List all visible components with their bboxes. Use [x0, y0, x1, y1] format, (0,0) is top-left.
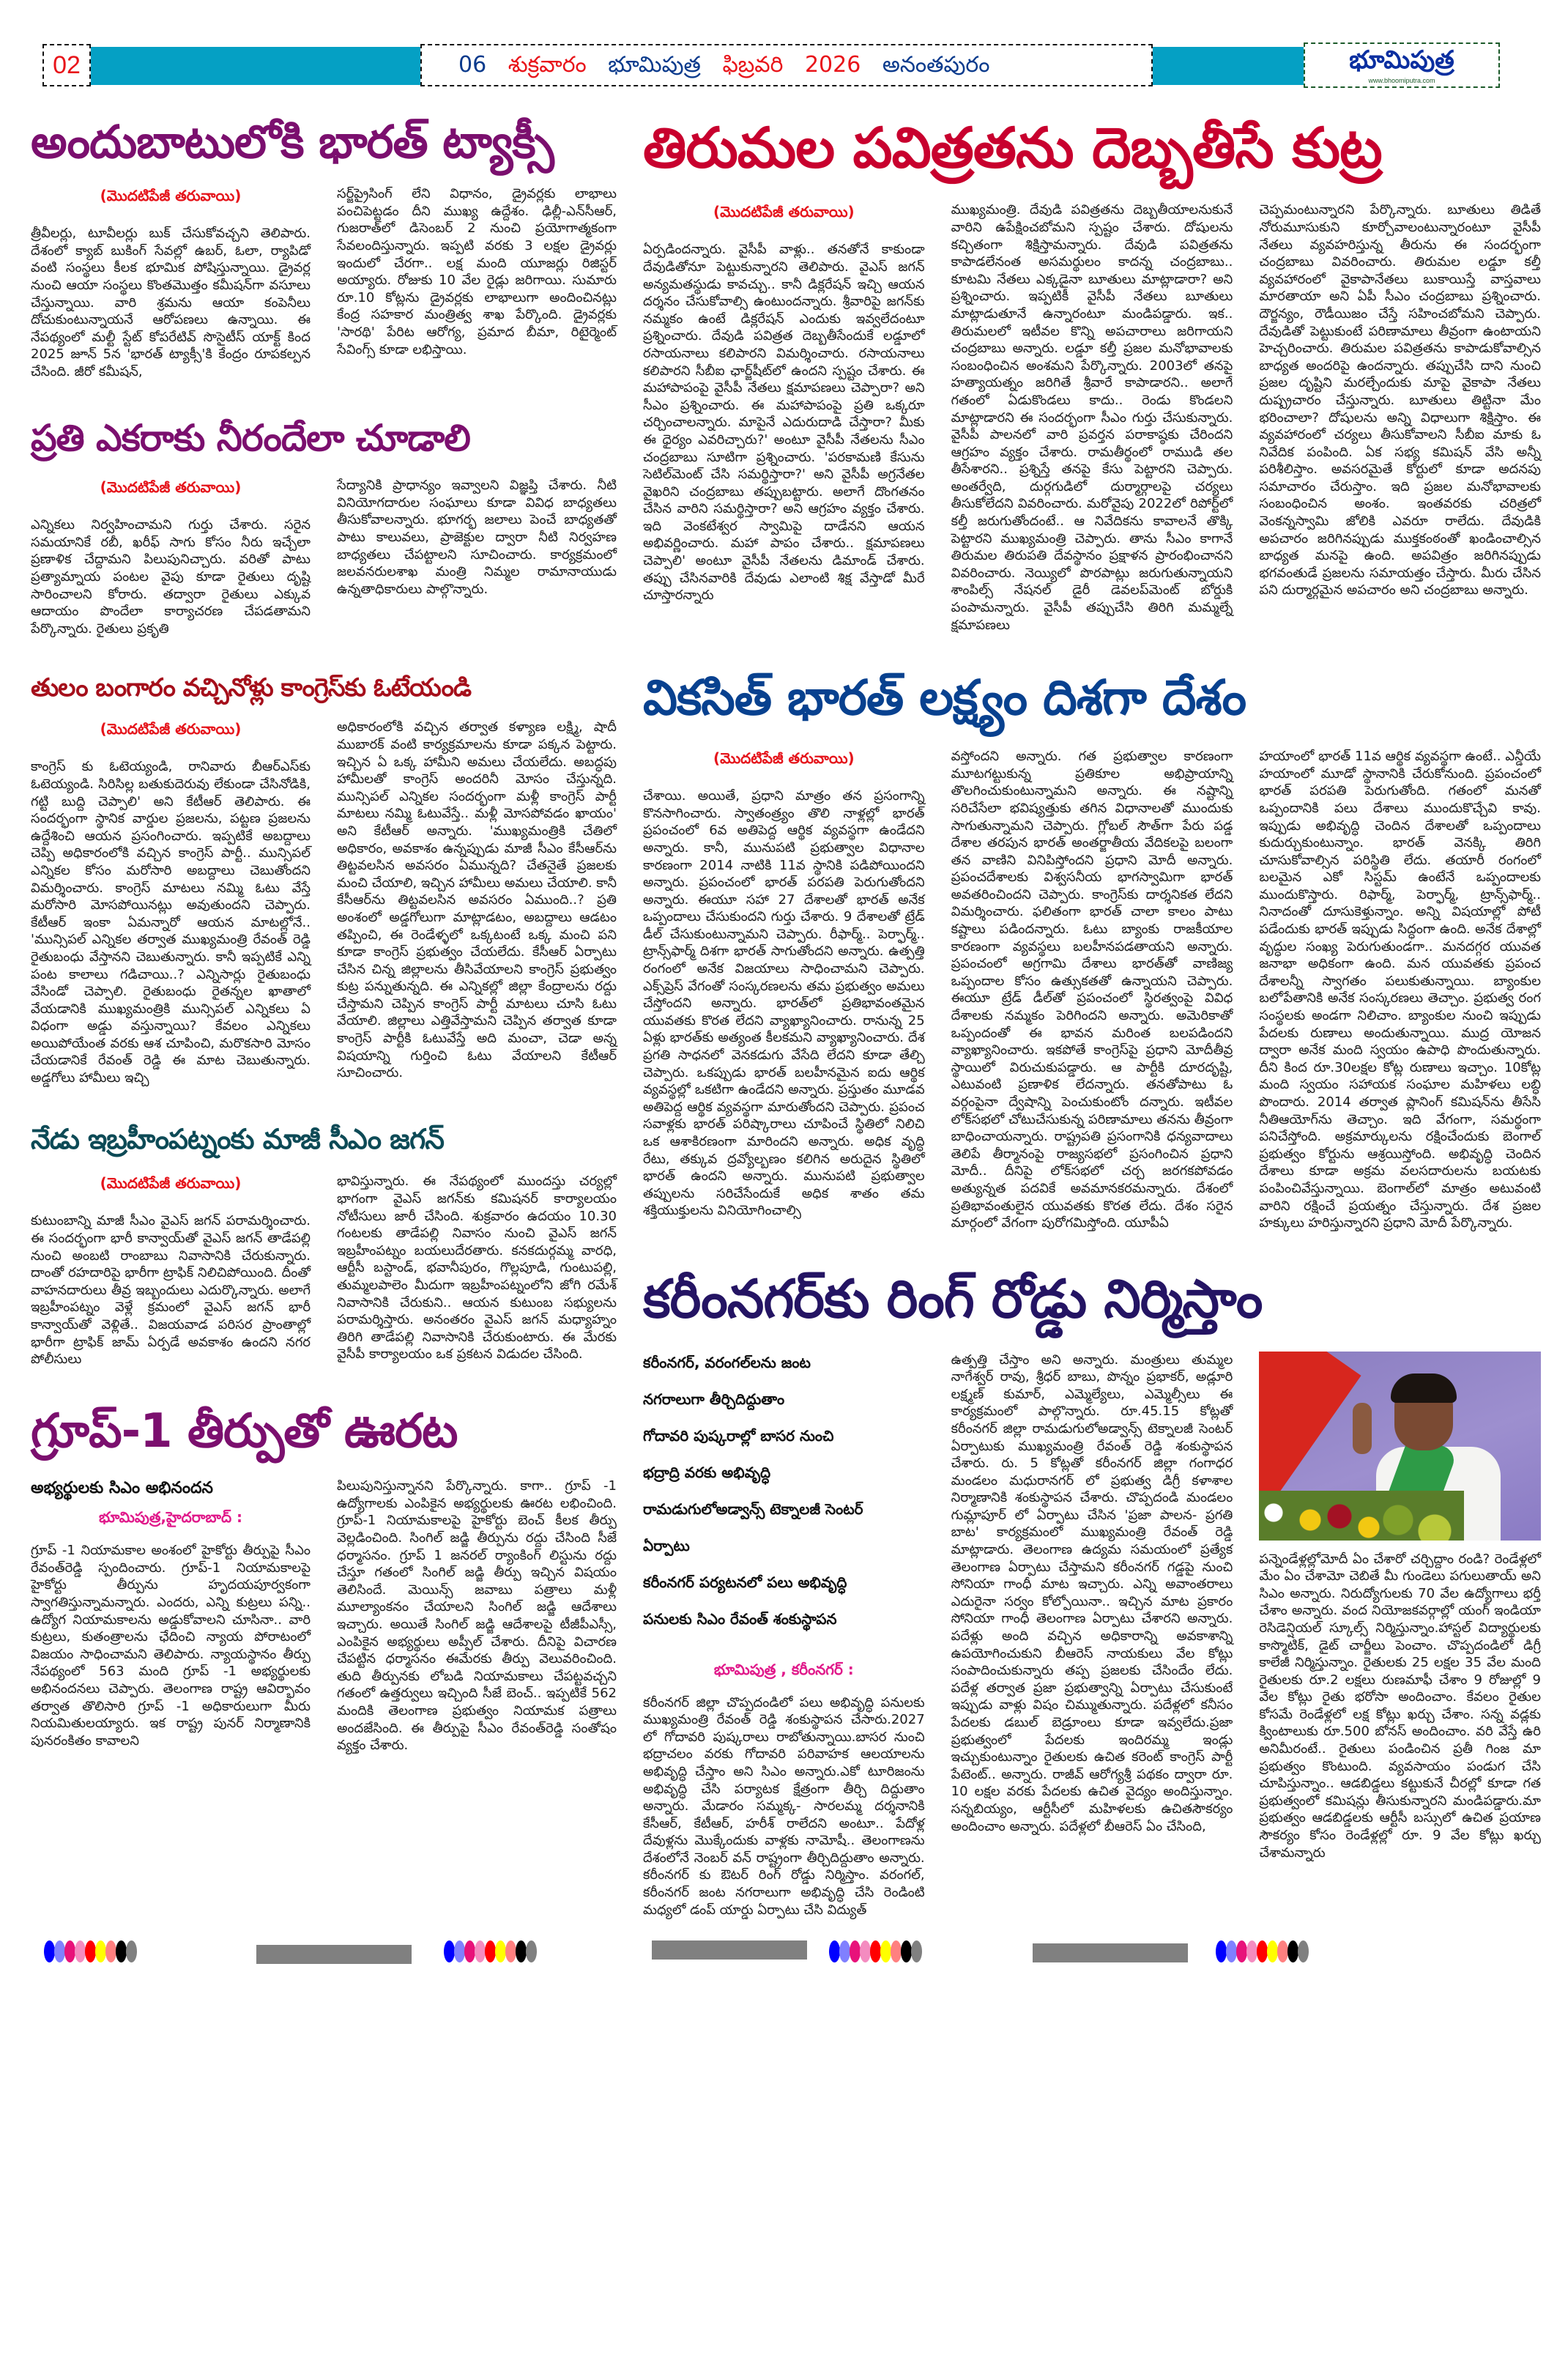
article-column: కరీంనగర్ జిల్లా చొప్పదండిలో పలు అభివృద్ధి పనులకు ముఖ్యమంత్రి రేవంత్ రెడ్డి శంకుస్థాపన చేసారు.2027 లో గోదావరి పుష్కరాలు రాబోతున్నాయి.బాసర నుంచి భద్రాచలం వరకు గోదావరి పరివాహక ఆలయాలను అభివృద్ధి చేస్తాం అని సిఎం అన్నారు.ఎకో టూరిజంను అభివృద్ధి చేసి పర్యాటక క్షేత్రంగా తీర్చి దిద్దుతాం అన్నారు. మేడారం సమ్మక్క- సారలమ్మ దర్శనానికి కేసీఆర్, కేటీఆర్, హరీశ్ రాలేదని అంటూ.. పేదోళ్ల దేవుళ్లను మొక్కేందుకు వాళ్లకు నామోషీ.. తెలంగాణను దేశంలోనే నెంబర్ వన్ రాష్ట్రంగా తీర్చిదిద్దుతాం అన్నారు. కరీంనగర్ కు ఔటర్ రింగ్ రోడ్డు నిర్మిస్తాం. వరంగల్, కరీంనగర్ జంట నగరాలుగా అభివృద్ధి చేసి రెండింటి మధ్యలో డంప్ యార్డు ఏర్పాటు చేసి విద్యుత్	[643, 1694, 925, 1918]
headline: ప్రతి ఎకరాకు నీరందేలా చూడాలి	[31, 416, 470, 459]
right-column-stack	[643, 116, 1541, 1919]
color-swatch-dot	[464, 1940, 475, 1962]
article-column: సేద్యానికి ప్రాధాన్యం ఇవ్వాలని విజ్ఞప్తి చేశారు. నీటి వినియోగదారుల సంఘాలు కూడా వివిధ బాధ్యతలు తీసుకోవాలన్నారు. భూగర్భ జలాలు పెంచే బాధ్యతతో పాటు కాలువలు, ప్రాజెక్టుల ద్వారా నీటి నిర్వహణ బాధ్యతలు చేపట్టాలని సూచించారు. కార్యక్రమంలో జలవనరులశాఖ మంత్రి నిమ్మల రామానాయుడు ఉన్నతాధికారులు పాల్గొన్నారు.	[337, 478, 617, 597]
article-bharat-taxi	[31, 116, 617, 381]
article-column: భావిస్తున్నారు. ఈ నేపథ్యంలో ముందస్తు చర్యల్లో భాగంగా వైఎస్ జగన్‌కు కమిషనర్ కార్యాలయం నోటీసులు జారీ చేసింది. శుక్రవారం ఉదయం 10.30 గంటలకు తాడేపల్లి నివాసం నుంచి వైఎస్ జగన్ ఇబ్రహీంపట్నం బయలుదేరతారు. కనకదుర్గమ్మ వారధి, ఆర్టీసీ బస్టాండ్, భవానీపురం, గొల్లపూడి, గుంటుపల్లి, తుమ్మలపాలెం మీదుగా ఇబ్రహీంపట్నంలోని జోగి రమేశ్ నివాసానికి చేరుకుని.. ఆయన కుటుంబ సభ్యులను పరామర్శిస్తారు. అనంతరం వైఎస్ జగన్ మధ్యాహ్నం తిరిగి తాడేపల్లి నివాసానికి చేరుకుంటారు. ఈ మేరకు వైసీపీ కార్యాలయం ఒక ప్రకటన విడుదల చేసింది.	[337, 1174, 617, 1363]
article-column: ముఖ్యమంత్రి. దేవుడి పవిత్రతను దెబ్బతీయాలనుకునే వారిని ఉపేక్షించబోమని స్పష్టం చేశారు. దోషులను కచ్చితంగా శిక్షిస్తామన్నారు. దేవుడి పవిత్రతను కాపాడలేనంత అసమర్థులం కాదన్న చంద్రబాబు.. కూటమి నేతలు ఎక్కడైనా బూతులు మాట్లాడారా? అని ప్రశ్నించారు. ఇప్పటికీ వైసీపీ నేతలు బూతులు మాట్లాడుతూనే ఉన్నారంటూ మండిపడ్డారు. ఇక.. తిరుమలలో ఇటీవల కొన్ని అపచారాలు జరిగాయని చంద్రబాబు అన్నారు. లడ్డూ కల్తీ ప్రజల మనోభావాలకు సంబంధించిన అంశమని పేర్కొన్నారు. 2003లో తనపై హత్యాయత్నం జరిగితే శ్రీవారే కాపాడారని.. అలాగే గతంలో ఏడుకొండలు కాదు.. రెండు కొండలని మాట్లాడారని ఈ సందర్భంగా సీఎం గుర్తు చేసుకున్నారు. వైసీపీ పాలనలో వారి ప్రవర్తన పరాకాష్ఠకు చేరిందని ఆగ్రహం వ్యక్తం చేశారు. రామతీర్థంలో రాముడి తల తీసేశారని.. ప్రశ్నిస్తే తనపై కేసు పెట్టారని చెప్పారు. అంతర్వేది, దుర్గగుడిలో దుర్మార్గాలపై చర్యలు తీసుకోలేదని వివరించారు. మరోవైపు 2022లో రిపోర్ట్‌లో కల్తీ జరుగుతోందంటే.. ఆ నివేదికను కావాలనే తొక్కి పెట్టారని ముఖ్యమంత్రి చెప్పారు. తాను సీఎం కాగానే తిరుమల తిరుపతి దేవస్థానం ప్రక్షాళన ప్రారంభించానని వివరించారు. నెయ్యిలో పొరపాట్లు జరుగుతున్నాయని శాంపిల్స్ నేషనల్ డైరీ డెవలప్‌మెంట్ బోర్డుకి పంపామన్నారు. వైసీపీ తప్పుచేసి తిరిగి మమ్మల్నే క్షమాపణలు	[951, 202, 1233, 633]
color-swatch-dot	[44, 1940, 55, 1962]
logo-text: భూమిపుత్ర	[1349, 45, 1454, 75]
color-swatch-group	[44, 1940, 136, 1962]
color-swatch-dot	[95, 1940, 106, 1962]
headline: నేడు ఇబ్రహీంపట్నంకు మాజీ సీఎం జగన్	[31, 1122, 444, 1155]
highlights-list	[643, 1352, 925, 1645]
article-column: ఏర్పడిందన్నారు. వైసీపీ వాళ్లు.. తనతోనే కాకుండా దేవుడితోనూ పెట్టుకున్నారని తెలిపారు. వైఎస్ జగన్ అన్యమతస్థుడు కావచ్చు.. కానీ డిక్లరేషన్ ఇచ్చి ఆయన దర్శనం చేసుకోవాల్సి ఉంటుందన్నారు. శ్రీవారిపై జగన్‌కు నమ్మకం ఉంటే డిక్లరేషన్ ఎందుకు ఇవ్వలేదంటూ ప్రశ్నించారు. దేవుడి పవిత్రత దెబ్బతీసేందుకే లడ్డూలో రసాయనాలు కలిపారని విమర్శించారు. రసాయనాలు కలిపారని సీబీఐ ఛార్జ్‌షీట్‌లో ఉందని స్పష్టం చేశారు. ఈ మహాపాపంపై వైసీపీ నేతలు క్షమాపణలు చెప్పారా? అని సీఎం ప్రశ్నించారు. ఈ మహాపాపంపై ప్రతి ఒక్కరూ చర్చించాలన్నారు. మాపైనే ఎదురుదాడి చేస్తారా? మీకు ఈ ధైర్యం ఎవరిచ్చారు?' అంటూ వైసీపీ నేతలను సీఎం చంద్రబాబు సూటిగా ప్రశ్నించారు. 'పరకామణి కేసును సెటిల్‌మెంట్ చేసి సమర్థిస్తారా?' అని వైసీపీ అగ్రనేతల వైఖరిని చంద్రబాబు తప్పుబట్టారు. అలాగే దొంగతనం చేసిన వారిని సమర్థిస్తారా? అని ఆగ్రహం వ్యక్తం చేశారు. ఇది వెంకటేశ్వర స్వామిపై దాడేనని ఆయన అభివర్ణించారు. మహా పాపం చేశారు.. క్షమాపణలు చెప్పాలి' అంటూ వైసీపీ నేతలను డిమాండ్ చేశారు. తప్పు చేసినవారికి దేవుడు ఎలాంటి శిక్ష వేస్తాడో మీరే చూస్తారన్నారు	[643, 242, 925, 604]
color-swatch-dot	[1277, 1940, 1288, 1962]
article-column: ఎన్నికలు నిర్వహించామని గుర్తు చేశారు. సరైన సమయానికే రబీ, ఖరీఫ్ సాగు కోసం నీరు ఇచ్చేలా ప్రణాళిక చేద్దామని పిలుపునిచ్చారు. వరితో పాటు ప్రత్యామ్నాయ పంటల వైపు కూడా రైతులు దృష్టి సారించాలని కోరారు. తద్వారా రైతులు ఎక్కువ ఆదాయం పొందేలా కార్యాచరణ చేపడతామని పేర్కొన్నారు. రైతులు ప్రకృతి	[31, 517, 311, 637]
continued-label: (మొదటిపేజీ తరువాయి)	[713, 749, 855, 768]
subheadline: అభ్యర్థులకు సిఎం అభినందన	[31, 1479, 213, 1498]
highlight-item: కరీంనగర్ పర్యటనలో పలు అభివృద్ధి	[643, 1573, 847, 1591]
grey-bar	[1033, 1943, 1188, 1962]
highlight-item: పనులకు సిఎం రేవంత్ శంకుస్థాపన	[643, 1609, 837, 1628]
continued-label: (మొదటిపేజీ తరువాయి)	[100, 1174, 242, 1193]
masthead	[42, 44, 1463, 86]
article-column: ఉత్పత్తి చేస్తాం అని అన్నారు. మంత్రులు తుమ్మల నాగేశ్వర్ రావు, శ్రీధర్ బాబు, పొన్నం ప్రభాకర్, అడ్లూరి లక్ష్మణ్ కుమార్, ఎమ్మెల్యేలు, ఎమ్మెల్సీలు ఈ కార్యక్రమంలో పాల్గొన్నారు. రూ.45.15 కోట్లతో కరీంనగర్ జిల్లా రామడుగులోఅడ్వాన్స్ టెక్నాలజీ సెంటర్ ఏర్పాటుకు ముఖ్యమంత్రి రేవంత్ రెడ్డి శంకుస్థాపన చేశారు. రు. 5 కోట్లతో కరీంనగర్ జిల్లా గంగాధర మండలం మధురానగర్ లో ప్రభుత్వ డిగ్రీ కళాశాల నిర్మాణానికి శంకుస్థాపన చేశారు. చొప్పదండి మండలం గుమ్లాపూర్ లో ఏర్పాటు చేసిన 'ప్రజా పాలన- ప్రగతి బాట' కార్యక్రమంలో ముఖ్యమంత్రి రేవంత్ రెడ్డి మాట్లాడారు. తెలంగాణ ఉద్యమ సమయంలో ప్రత్యేక తెలంగాణ ఏర్పాటు చేస్తామని కరీంనగర్ గడ్డపై నుంచి సోనియా గాంధీ మాట ఇచ్చారు. ఎన్ని అవాంతరాలు ఎదురైనా సర్వం కోల్పోయినా.. ఇచ్చిన మాట ప్రకారం సోనియా గాంధీ తెలంగాణ ఏర్పాటు చేశారని అన్నారు. పదేళ్లు అంది వచ్చిన అధికారాన్ని అవకాశాన్ని ఉపయోగించుకుని బీఆరెస్ నాయకులు వేల కోట్లు సంపాదించుకున్నారు తప్ప ప్రజలకు చేసిందేం లేదు. పదేళ్ల తర్వాత ప్రజా ప్రభుత్వాన్ని ఏర్పాటు చేసుకుంటే ఇప్పుడు వాళ్లు విషం చిమ్ముతున్నారు. పదేళ్లలో కనీసం పేదలకు డబుల్ బెడ్రూంలు కూడా ఇవ్వలేదు.ప్రజా ప్రభుత్వంలో పేదలకు ఇందిరమ్మ ఇండ్లు ఇచ్చుకుంటున్నాం రైతులకు ఉచిత కరెంట్ కాంగ్రెస్ పార్టీ పేటెంట్.. అన్నారు. రాజీవ్ ఆరోగ్యశ్రీ పథకం ద్వారా రూ. 10 లక్షల వరకు పేదలకు ఉచిత వైద్యం అందిస్తున్నాం. సన్నబియ్యం, ఆర్టీసీలో మహిళలకు ఉచితసౌకర్యం అందించాం అన్నారు. పదేళ్లలో బీఆరెస్ ఏం చేసింది,	[951, 1352, 1233, 1834]
highlight-item: కరీంనగర్, వరంగల్‌లను జంట	[643, 1353, 811, 1371]
color-swatch-dot	[485, 1940, 496, 1962]
headline: కరీంనగర్‌కు రింగ్ రోడ్డు నిర్మిస్తాం	[643, 1267, 1263, 1330]
color-swatch-dot	[839, 1940, 850, 1962]
registration-marks	[44, 1940, 1435, 1984]
grey-bar	[256, 1945, 412, 1964]
color-swatch-dot	[860, 1940, 871, 1962]
color-swatch-dot	[126, 1940, 137, 1962]
color-swatch-dot	[880, 1940, 891, 1962]
highlight-item: రామడుగులోఅడ్వాన్స్ టెక్నాలజీ సెంటర్	[643, 1499, 863, 1518]
color-swatch-dot	[116, 1940, 127, 1962]
color-swatch-dot	[850, 1940, 861, 1962]
article-tirumala	[643, 116, 1541, 634]
article-viksit-bharat	[643, 670, 1541, 1232]
byline: భూమిపుత్ర,హైదరాబాద్ :	[98, 1508, 243, 1527]
color-swatch-dot	[1298, 1940, 1309, 1962]
continued-label: (మొదటిపేజీ తరువాయి)	[100, 478, 242, 497]
color-swatch-dot	[891, 1940, 902, 1962]
article-column: గ్రూప్ -1 నియామకాల అంశంలో హైకోర్టు తీర్పుపై సీఎం రేవంత్‌రెడ్డి స్పందించారు. గ్రూప్-1 నియామకాలపై హైకోర్టు తీర్పును హృదయపూర్వకంగా స్వాగతిస్తున్నామన్నారు. ఎందరు, ఎన్ని కుట్రలు పన్ని.. ఉద్యోగ నియామకాలను అడ్డుకోవాలని చూసినా.. వారి కుట్రలు, కుతంత్రాలను ఛేదించి న్యాయ పోరాటంలో విజయం సాధించామని తెలిపారు. న్యాయస్థానం తీర్పు నేపథ్యంలో 563 మంది గ్రూప్ -1 అభ్యర్థులకు అభినందనలు చెప్పారు. తెలంగాణ రాష్ట్ర ఆవిర్భావం తర్వాత తొలిసారి గ్రూప్ -1 అధికారులుగా మీరు నియమితులయ్యారు. ఇక రాష్ట్ర పునర్ నిర్మాణానికి పునరంకితం కావాలని	[31, 1543, 311, 1749]
article-column: కాంగ్రెస్ కు ఓటెయ్యండి, రానివారు బీఆర్ఎస్‌కు ఓటెయ్యండి. సిరిసిల్ల బతుకుదెరువు లేకుండా చేసినోడికి, గట్టి బుద్ది చెప్పాలి' అని కేటీఆర్ తెలిపారు. ఈ సందర్భంగా స్థానిక వార్డుల ప్రజలను, పట్టణ ప్రజలను ఉద్దేశించి ఆయన ప్రసంగించారు. ఇప్పటికే అబద్దాలు చెప్పి అధికారంలోకి వచ్చిన కాంగ్రెస్ పార్టీ.. మున్సిపల్ ఎన్నికల కోసం మరోసారి అబద్దాలు చెబుతోందని విమర్శించారు. కాంగ్రెస్ మాటలు నమ్మి ఓటు వేస్తే మరోసారి మోసపోయినట్లు అవుతుందని చెప్పారు. కేటీఆర్ ఇంకా ఏమన్నారో ఆయన మాటల్లోనే.. 'మున్సిపల్ ఎన్నికల తర్వాత ముఖ్యమంత్రి రేవంత్ రెడ్డి రైతుబంధు వేస్తానని చెబుతున్నారు. కానీ ఇప్పటికే ఎన్ని పంట కాలాలు గడిచాయి..? ఎన్నిసార్లు రైతుబంధు వేసిండో చెప్పాలి. రైతుబంధు రైతన్నల ఖాతాలో వేయడానికి ముఖ్యమంత్రికి మున్సిపల్ ఎన్నికలు ఏ విధంగా అడ్డు వస్తున్నాయి? కేవలం ఎన్నికలు అయిపోయేంత వరకు ఆశ చూపించి, మరొకసారి మోసం చేయడానికే రేవంత్ రెడ్డి ఈ మాట చెబుతున్నారు. అడ్డగోలు హామీలు ఇచ్చి	[31, 759, 311, 1086]
cm-photo[interactable]	[1259, 1352, 1541, 1541]
highlight-item: గోదావరి పుష్కరాల్లో బాసర నుంచి	[643, 1426, 834, 1445]
color-swatch-dot	[1267, 1940, 1278, 1962]
article-column: త్రీవీలర్లు, టూవీలర్లు బుక్ చేసుకోవచ్చని తెలిపారు. దేశంలో క్యాబ్ బుకింగ్ సేవల్లో ఉబర్, ఓలా, ర్యాపిడో వంటి సంస్థలు కీలక భూమిక పోషిస్తున్నాయి. డ్రైవర్ల నుంచి ఆయా సంస్థలు కొంతమొత్తం కమీషన్‌గా వసూలు చేస్తున్నాయి. వారి శ్రమను ఆయా కంపెనీలు దోచుకుంటున్నాయనే ఆరోపణలు ఉన్నాయి. ఈ నేపథ్యంలో మల్టీ స్టేట్ కోపరేటివ్ సొసైటీస్ యాక్ట్ కింద 2025 జూన్ 5న 'భారత్ ట్యాక్సీ'కి కేంద్రం రూపకల్పన చేసింది. జీరో కమీషన్,	[31, 226, 311, 380]
article-irrigation	[31, 418, 617, 638]
color-swatch-dot	[1287, 1940, 1298, 1962]
page-body	[0, 116, 1557, 1919]
color-swatch-dot	[1226, 1940, 1237, 1962]
month: ఫిబ్రవరి	[722, 52, 784, 78]
color-swatch-dot	[901, 1940, 912, 1962]
color-swatch-dot	[1257, 1940, 1268, 1962]
continued-label: (మొదటిపేజీ తరువాయి)	[100, 720, 242, 738]
color-swatch-dot	[1246, 1940, 1257, 1962]
paper-name: భూమిపుత్ర	[608, 52, 701, 78]
article-column: పన్నెండేళ్లల్లోమోదీ ఏం చేశారో చర్చిద్దాం రండి? రెండేళ్లలో మేం ఏం చేశామో చెబితే మీ గుండెలు పగులుతాయ్ అని సిఎం అన్నారు. నిరుద్యోగులకు 70 వేల ఉద్యోగాలు భర్తీ చేశాం అన్నారు. వంద నియోజకవర్గాల్లో యంగ్ ఇండియా రెసిడెన్షియల్ స్కూల్స్ నిర్మిస్తున్నాం.హాస్టల్ విద్యార్థులకు కాస్మొటిక్, డైట్ చార్జీలు పెంచాం. చొప్పదండిలో డిగ్రీ కాలేజీ నిర్మిస్తున్నాం. రైతులకు 25 లక్షల 35 వేల మంది రైతులకు రూ.2 లక్షలు రుణమాఫీ చేశాం 9 రోజుల్లో 9 వేల కోట్లు రైతు భరోసా అందించాం. కేవలం రైతుల కోసమే రెండేళ్లలో లక్ష కోట్లు ఖర్చు చేశాం. సన్న వడ్లకు క్వింటాలుకు రూ.500 బోనస్ అందించాం. వరి వేస్తే ఉరి అనిమీరంటే.. రైతులు పండించిన ప్రతీ గింజ మా ప్రభుత్వం కొంటుంది. వ్యవసాయం పండుగ చేసి చూపిస్తున్నాం.. ఆడబిడ్డలు కట్టుకునే చీరల్లో కూడా గత ప్రభుత్వంలో కమిషన్లు తీసుకున్నారని మండిపడ్డారు.మా ప్రభుత్వం ఆడబిడ్డలకు ఆర్టీసీ బస్సులో ఉచిత ప్రయాణ సౌకర్యం కోసం రెండేళ్లల్లో రూ. 9 వేల కోట్లు ఖర్చు చేశామన్నారు	[1259, 1551, 1541, 1861]
color-swatch-dot	[54, 1940, 65, 1962]
article-column: అధికారంలోకి వచ్చిన తర్వాత కళ్యాణ లక్ష్మి, షాదీ ముబారక్ వంటి కార్యక్రమాలను కూడా పక్కన పెట్టారు. ఇచ్చిన ఏ ఒక్క హామీని అమలు చేయలేదు. అబద్ధపు హామీలతో కాంగ్రెస్ అందరినీ మోసం చేస్తున్నది. మున్సిపల్ ఎన్నికల సందర్భంగా మళ్లీ కాంగ్రెస్ పార్టీ మాటలు నమ్మి ఓటువేస్తే.. మళ్లీ మోసపోవడం ఖాయం' అని కేటీఆర్ అన్నారు. 'ముఖ్యమంత్రికి చేతిలో అధికారం, అవకాశం ఉన్నప్పుడు మాజీ సీఎం కేసీఆర్‌ను తిట్టవలసిన అవసరం ఏమున్నది? చేతనైతే ప్రజలకు మంచి చేయాలి, ఇచ్చిన హామీలు అమలు చేయాలి. కానీ కేసీఆర్‌ను తిట్టవలసిన అవసరం ఏముంది..? ప్రతి అంశంలో అడ్డగోలుగా మాట్లాడటం, అబద్దాలు ఆడటం తప్పించి, ఈ రెండేళ్ళలో ఒక్కటంటే ఒక్క మంచి పని కూడా కాంగ్రెస్ ప్రభుత్వం చేయలేదు. కేసీఆర్ ఏర్పాటు చేసిన చిన్న జిల్లాలను తీసివేయాలని కాంగ్రెస్ ప్రభుత్వం కుట్ర పన్నుతున్నది. ఈ ఎన్నికల్లో జిల్లా కేంద్రాలను రద్దు చేస్తామని చెప్పిన కాంగ్రెస్ పార్టీ మాటలు చూసి ఓటు వేయాలి. జిల్లాలు ఎత్తివేస్తామని చెప్పిన తర్వాత కూడా కాంగ్రెస్ పార్టీకి ఓటువేస్తే అది మంచా, చెడా అన్న విషయాన్ని గుర్తించి ఓటు వేయాలని కేటీఆర్ సూచించారు.	[337, 719, 617, 1081]
color-swatch-dot	[475, 1940, 486, 1962]
logo-tagline: www.bhoomiputra.com	[1368, 77, 1435, 84]
color-swatch-dot	[64, 1940, 75, 1962]
article-column: హయాంలో భారత్ 11వ ఆర్థిక వ్యవస్థగా ఉంటే.. ఎన్డీయే హయాంలో మూడో స్థానానికి చేరుకోనుంది. ప్రపంచంలో భారత్ పరపతి పెరుగుతోంది. గతంలో మనతో ఒప్పందానికి పలు దేశాలు ముందుకొచ్చేవి కావు. ఇప్పుడు అభివృద్ధి చెందిన దేశాలతో ఒప్పందాలు కుదుర్చుకుంటున్నాం. భారత్ వెనక్కి తిరిగి చూసుకోవాల్సిన పరిస్థితి లేదు. తయారీ రంగంలో బలమైన ఎకో సిస్టమ్ ఉంటేనే ఒప్పందాలకు ముందుకొస్తారు. రిఫార్మ్, పెర్ఫార్మ్, ట్రాన్స్‌ఫార్మ్.. నినాదంతో దూసుకెళ్తున్నాం. అన్ని విషయాల్లో పోటీ పడేందుకు భారత్ ఇప్పుడు సిద్ధంగా ఉంది. అనేక దేశాల్లో వృద్ధుల సంఖ్య పెరుగుతుండగా.. మనదగ్గర యువత జనాభా అధికంగా ఉంది. మన యువతకు ప్రపంచ దేశాలన్నీ స్వాగతం పలుకుతున్నాయి. బ్యాంకుల బలోపేతానికి అనేక సంస్కరణలు తెచ్చాం. ప్రభుత్వ రంగ సంస్థలకు అండగా నిలిచాం. బ్యాంకుల నుంచి ఇప్పుడు పేదలకు రుణాలు అందుతున్నాయి. ముద్ర యోజన ద్వారా అనేక మంది స్వయం ఉపాధి పొందుతున్నారు. దీని కింద రూ.30లక్షల కోట్ల రుణాలు ఇచ్చాం. 10కోట్ల మంది స్వయం సహాయక సంఘాల మహిళలు లబ్ధి పొందారు. 2014 తర్వాత ప్లానింగ్ కమిషన్‌ను తీసేసి నీతిఆయోగ్‌ను తెచ్చాం. ఇది వేగంగా, సమర్థంగా పనిచేస్తోంది. అక్రమార్కులను రక్షించేందుకు బెంగాల్ ప్రభుత్వం కోర్టును ఆశ్రయిస్తోంది. అభివృద్ధి చెందిన దేశాలు కూడా అక్రమ వలసదారులను బయటకు పంపించివేస్తున్నాయి. బెంగాల్‌లో మాత్రం అటువంటి వారిని రక్షించే ప్రయత్నం చేస్తున్నారు. దేశ ప్రజల హక్కులు హరిస్తున్నారని ప్రధాని మోదీ పేర్కొన్నారు.	[1259, 749, 1541, 1231]
color-swatch-dot	[444, 1940, 455, 1962]
article-column: వస్తోందని అన్నారు. గత ప్రభుత్వాల కారణంగా మూటగట్టుకున్న ప్రతికూల అభిప్రాయాన్ని తొలగించుకుంటున్నామని అన్నారు. ఈ నష్టాన్ని సరిచేసేలా భవిష్యత్తుకు తగిన విధానాలతో ముందుకు సాగుతున్నామని చెప్పారు. గ్లోబల్ సౌత్‌గా పేరు పడ్డ దేశాల తరపున భారత్ అంతర్జాతీయ వేదికలపై బలంగా తన వాణిని వినిపిస్తోందని ప్రధాని మోదీ అన్నారు. ప్రపంచదేశాలకు విశ్వసనీయ భాగస్వామిగా భారత్ అవతరించిందని చెప్పారు. కాంగ్రెస్‌కు దార్శనికత లేదని విమర్శించారు. ఫలితంగా భారత్ చాలా కాలం పాటు కష్టాలు పడిందన్నారు. ఓటు బ్యాంకు రాజకీయాల కారణంగా వ్యవస్థలు బలహీనపడతాయని అన్నారు. ప్రపంచంలో అగ్రగామి దేశాలు భారత్‌తో వాణిజ్య ఒప్పందాల కోసం ఉత్సుకతతో ఉన్నాయని చెప్పారు. ఈయూ ట్రేడ్ డీల్‌తో ప్రపంచంలో స్థిరత్వంపై వివిధ దేశాలకు నమ్మకం పెరిగిందని అన్నారు. అమెరికాతో ఒప్పందంతో ఈ భావన మరింత బలపడిందని వ్యాఖ్యానించారు. ఇకపోతే కాంగ్రెస్‌పై ప్రధాని మోదీతీవ్ర స్థాయిలో విరుచుకుపడ్డారు. ఆ పార్టీకి దూరదృష్టి, ఎటువంటి ప్రణాళిక లేదన్నారు. తనతోపాటు ఓ వర్గంపైనా ద్వేషాన్ని పెంచుకుంటోం దన్నారు. ఇటీవల లోక్‌సభలో చోటుచేసుకున్న పరిణామాలు తనను తీవ్రంగా బాధించాయన్నారు. రాష్ట్రపతి ప్రసంగానికి ధన్యవాదాలు తెలిపే తీర్మానంపై రాజ్యసభలో ప్రసంగించిన ప్రధాని మోదీ.. దీనిపై లోక్‌సభలో చర్చ జరగకపోవడం అత్యున్నత పదవికే అవమానకరమన్నారు. దేశంలో ప్రతిభావంతులైన యువతకు కొరత లేదు. దేశం సరైన మార్గంలో వేగంగా పురోగమిస్తోంది. యూపీఏ	[951, 749, 1233, 1231]
headline: అందుబాటులోకి భారత్ ట్యాక్సీ	[31, 115, 554, 168]
color-swatch-dot	[911, 1940, 922, 1962]
color-swatch-group	[829, 1940, 921, 1962]
year: 2026	[804, 52, 861, 78]
color-swatch-dot	[870, 1940, 881, 1962]
article-karimnagar	[643, 1269, 1541, 1919]
color-swatch-dot	[516, 1940, 527, 1962]
byline: భూమిపుత్ర , కరీంనగర్ :	[713, 1660, 854, 1678]
highlight-item: భద్రాద్రి వరకు అభివృద్ధి	[643, 1463, 771, 1481]
headline: తిరుమల పవిత్రతను దెబ్బతీసే కుట్ర	[643, 115, 1382, 180]
color-swatch-dot	[105, 1940, 116, 1962]
page-number: 02	[42, 44, 91, 86]
color-swatch-dot	[85, 1940, 96, 1962]
newspaper-logo[interactable]	[1304, 42, 1500, 88]
article-column: సర్జ్‌ప్రైసింగ్ లేని విధానం, డ్రైవర్లకు లాభాలు పంచిపెట్టడం దీని ముఖ్య ఉద్దేశం. ఢిల్లీ-ఎన్‌సీఆర్, గుజరాత్‌లో డిసెంబర్ 2 నుంచి ప్రయోగాత్మకంగా సేవలందిస్తున్నారు. ఇప్పటి వరకు 3 లక్షల డ్రైవర్లు ఇందులో చేరగా.. లక్ష మంది యూజర్లు రిజిస్టర్ అయ్యారు. రోజుకు 10 వేల రైడ్లు జరిగాయి. సుమారు రూ.10 కోట్లను డ్రైవర్లకు లాభాలుగా అందించినట్లు కేంద్ర సహకార మంత్రిత్వ శాఖ పేర్కొంది. డ్రైవర్లకు 'సారథి' పేరిట ఆరోగ్య, ప్రమాద బీమా, రిటైర్మెంట్ సేవింగ్స్ కూడా లభిస్తాయి.	[337, 186, 617, 357]
date-day: 06	[458, 52, 487, 78]
highlight-item: నగరాలుగా తీర్చిదిద్దుతాం	[643, 1390, 785, 1408]
continued-label: (మొదటిపేజీ తరువాయి)	[100, 187, 242, 205]
color-swatch-dot	[1216, 1940, 1227, 1962]
article-column: చేశాయి. అయితే, ప్రధాని మాత్రం తన ప్రసంగాన్ని కొనసాగించారు. స్వాతంత్ర్యం తొలి నాళ్లల్లో భారత్ ప్రపంచంలో 6వ అతిపెద్ద ఆర్థిక వ్యవస్థగా ఉండేదని అన్నారు. కానీ, మునుపటి ప్రభుత్వాల విధానాల కారణంగా 2014 నాటికి 11వ స్థానికి పడిపోయిందని అన్నారు. ప్రపంచంలో భారత్ పరపతి పెరుగుతోందని అన్నారు. ఈయూ సహా 27 దేశాలతో భారత్ అనేక ఒప్పందాలు చేసుకుందని గుర్తు చేశారు. 9 దేశాలతో ట్రేడ్ డీల్ చేసుకుంటున్నామని చెప్పారు. రీఫార్మ్.. పెర్ఫార్మ్.. ట్రాన్స్‌ఫార్మ్ దిశగా భారత్ సాగుతోందని అన్నారు. ఉత్పత్తి రంగంలో అనేక విజయాలు సాధించామని చెప్పారు. ఎక్స్‌ప్రెస్ వేగంతో సంస్కరణలను తమ ప్రభుత్వం అమలు చేస్తోందని అన్నారు. భారత్‌లో ప్రతిభావంతమైన యువతకు కొరత లేదని వ్యాఖ్యానించారు. రానున్న 25 ఏళ్లు భారత్‌కు అత్యంత కీలకమని వ్యాఖ్యానించారు. దేశ ప్రగతి సాధనలో వెనకడుగు వేసేది లేదని కూడా తేల్చి చెప్పారు. ఒకప్పుడు భారత్ బలహీనమైన ఐదు ఆర్థిక వ్యవస్థల్లో ఒకటిగా ఉండేదని అన్నారు. ప్రస్తుతం మూడవ అతిపెద్ద ఆర్థిక వ్యవస్థగా మారుతోందని చెప్పారు. ప్రపంచ సవాళ్లకు భారత్ పరిష్కారాలు చూపించే స్థితిలో నిలిచి ఒక ఆశాకిరణంగా మారిందని అన్నారు. అధిక వృద్ధి రేటు, తక్కువ ద్రవ్యోల్బణం కలిగిన అరుదైన స్థితిలో భారత్ ఉందని అన్నారు. మునుపటి ప్రభుత్వాల తప్పులను సరిచేసేందుకే అధిక శాతం తమ శక్తియుక్తులను వినియోగించాల్సి	[643, 788, 925, 1219]
color-swatch-dot	[526, 1940, 537, 1962]
article-jagan-visit	[31, 1124, 617, 1368]
dateline	[420, 44, 1153, 86]
headline: తులం బంగారం వచ్చినోళ్లు కాంగ్రెస్‌కు ఓటేయండి	[31, 673, 472, 703]
article-congress-vote	[31, 674, 617, 1086]
color-swatch-dot	[75, 1940, 86, 1962]
headline: వికసిత్ భారత్ లక్ష్యం దిశగా దేశం	[643, 670, 1246, 727]
article-group1	[31, 1405, 617, 1754]
color-swatch-dot	[454, 1940, 465, 1962]
highlight-item: ఏర్పాటు	[643, 1536, 690, 1554]
headline: గ్రూప్-1 తీర్పుతో ఊరట	[31, 1404, 458, 1458]
grey-bar	[652, 1940, 807, 1960]
article-column: పిలుపునిస్తున్నానని పేర్కొన్నారు. కాగా.. గ్రూప్ -1 ఉద్యోగాలకు ఎంపికైన అభ్యర్థులకు ఊరట లభించింది. గ్రూప్-1 నియామకాలపై హైకోర్టు బెంచ్ కీలక తీర్పు వెల్లడించింది. సింగిల్ జడ్జి తీర్పును రద్దు చేసింది సీజే ధర్మాసనం. గ్రూప్ 1 జనరల్ ర్యాంకింగ్ లిస్టును రద్దు చేస్తూ గతంలో సింగిల్ జడ్జి తీర్పు ఇచ్చిన విషయం తెలిసిందే. మెయిన్స్ జవాబు పత్రాలు మళ్లీ మూల్యాంకనం చేయాలని సింగిల్ జడ్జి ఆదేశాలు ఇచ్చారు. అయితే సింగిల్ జడ్జి ఆదేశాలపై టీజీపీఎస్సీ, ఎంపికైన అభ్యర్థులు అప్పీల్ చేశారు. దీనిపై విచారణ చేపట్టిన ధర్మాసనం ఈమేరకు తీర్పు వెలువరించింది. తుది తీర్పునకు లోబడి నియామకాలు చేపట్టవచ్చని గతంలో ఉత్తర్వులు ఇచ్చింది సీజే బెంచ్.. ఇప్పటికే 562 మందికి తెలంగాణ ప్రభుత్వం నియామక పత్రాలు అందజేసింది. ఈ తీర్పుపై సీఎం రేవంత్‌రెడ్డి సంతోషం వ్యక్తం చేశారు.	[337, 1478, 617, 1754]
color-swatch-group	[1216, 1940, 1308, 1962]
continued-label: (మొదటిపేజీ తరువాయి)	[713, 203, 855, 221]
color-swatch-dot	[1236, 1940, 1247, 1962]
article-column: కుటుంబాన్ని మాజీ సీఎం వైఎస్ జగన్ పరామర్శించారు. ఈ సందర్భంగా భారీ కాన్వాయ్‌తో వైఎస్ జగన్ తాడేపల్లి నుంచి అంబటి రాంబాబు నివాసానికి చేరుకున్నారు. దాంతో రహదారిపై భారీగా ట్రాఫిక్ నిలిచిపోయింది. దీంతో వాహనదారులు తీవ్ర ఇబ్బందులు ఎదుర్కొన్నారు. అలాగే ఇబ్రహీంపట్నం వెళ్లే క్రమంలో వైఎస్ జగన్ భారీ కాన్వాయ్‌తో వెళ్లితే.. విజయవాడ పరిసర ప్రాంతాల్లో భారీగా ట్రాఫిక్ జామ్ ఏర్పడే అవకాశం ఉందని నగర పోలీసులు	[31, 1213, 311, 1368]
edition: అనంతపురం	[882, 52, 990, 78]
color-swatch-dot	[829, 1940, 840, 1962]
color-swatch-group	[444, 1940, 536, 1962]
article-column: చెప్పమంటున్నారని పేర్కొన్నారు. బూతులు తిడితే నోరుమూసుకుని కూర్చోవాలంటున్నారంటూ వైసీపీ నేతలు వ్యవహరిస్తున్న తీరును ఈ సందర్భంగా చంద్రబాబు వివరించారు. తిరుమల లడ్డూ కల్తీ వ్యవహారంలో వైకాపానేతలు బుకాయిస్తే వాస్తవాలు మారతాయా అని ఏపీ సీఎం చంద్రబాబు ప్రశ్నించారు. దౌర్జన్యం, రౌడీయిజం చేస్తే సహించబోమని చెప్పారు. దేవుడితో పెట్టుకుంటే పరిణామాలు తీవ్రంగా ఉంటాయని హెచ్చరించారు. తిరుమల పవిత్రతను కాపాడుకోవాల్సిన బాధ్యత అందరిపై ఉందన్నారు. తప్పుచేసి దాని నుంచి ప్రజల దృష్టిని మరల్చేందుకు మాపై వైకాపా నేతలు దుష్ప్రచారం చేస్తున్నారు. బూతులు తిట్టినా మేం భరించాలా? దోషులను అన్ని విధాలుగా శిక్షిస్తాం. ఈ వ్యవహారంలో చర్యలు తీసుకోవాలని సీబీఐ మాకు ఓ నివేదిక పంపింది. ఏక సభ్య కమిషన్ వేసి అన్నీ పరిశీలిస్తాం. అవసరమైతే కోర్టులో కూడా అదనపు సమాచారం చేరుస్తాం. ఇది ప్రజల మనోభావాలకు సంబంధించిన అంశం. ఇంతవరకు చరిత్రలో వెంకన్నస్వామి జోలికి ఎవరూ రాలేదు. దేవుడికి అపచారం జరిగినప్పుడు ముక్తకంఠంతో ఖండించాల్సిన బాధ్యత మనపై ఉంది. అపవిత్రం జరిగినప్పుడు భగవంతుడే ప్రజలను సమాయత్తం చేస్తారు. మీరు చేసిన పని దుర్మార్గమైన అపచారం అని చంద్రబాబు అన్నారు.	[1259, 202, 1541, 598]
color-swatch-dot	[505, 1940, 516, 1962]
left-column-stack	[31, 116, 617, 1754]
color-swatch-dot	[495, 1940, 506, 1962]
weekday: శుక్రవారం	[508, 52, 587, 78]
